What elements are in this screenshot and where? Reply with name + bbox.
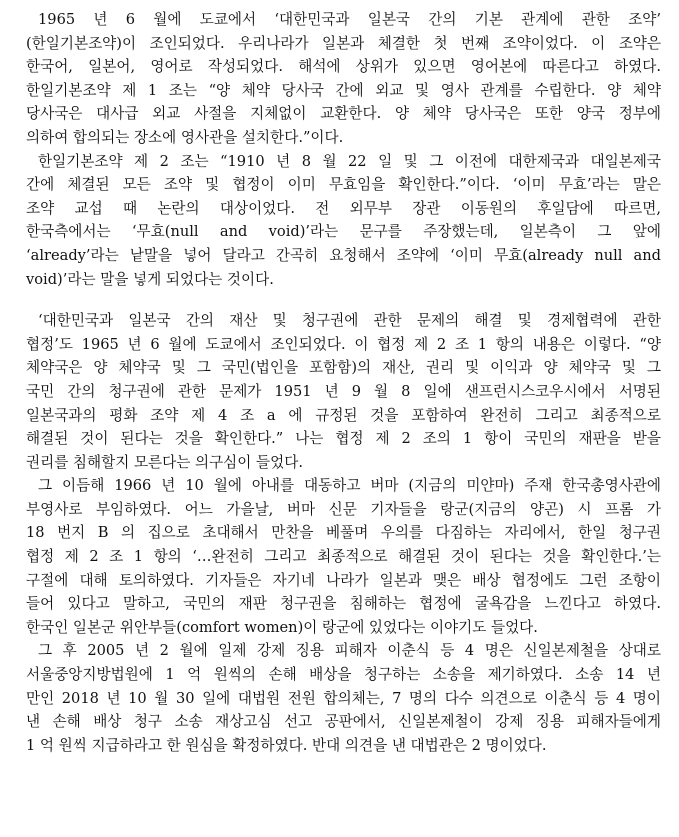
text-line: (한일기본조약)이 조인되었다. 우리나라가 일본과 체결한 첫 번째 조약이었다. 이 조약은 [26,34,661,52]
text-line: 한일기본조약 제 2 조는 “1910 년 8 월 22 일 및 그 이전에 대한제국과 대일본제국 [38,152,661,170]
text-line: ‘already’라는 낱말을 넣어 달라고 간곡히 요청해서 조약에 ‘이미 무효(already null and [26,246,661,264]
text-line: 일본국과의 평화 조약 제 4 조 a 에 규정된 것을 포함하여 완전히 그리고 최종적으로 [26,406,661,424]
text-line: 조약 교섭 때 논란의 대상이었다. 전 외무부 장관 이동원의 후일담에 따르면, [26,199,661,217]
text-line: 만인 2018 년 10 월 30 일에 대법원 전원 합의체는, 7 명의 다수 의견으로 이춘식 등 4 명이 [26,689,661,707]
text-line: 국민 간의 청구권에 관한 문제가 1951 년 9 월 8 일에 샌프런시스코우시에서 서명된 [26,382,661,400]
text-line: 서울중앙지방법원에 1 억 원씩의 손해 배상을 청구하는 소송을 제기하였다. 소송 14 년 [26,666,661,684]
text-line: ‘대한민국과 일본국 간의 재산 및 청구권에 관한 문제의 해결 및 경제협력에 관한 [38,312,661,330]
text-line: 해결된 것이 된다는 것을 확인한다.” 나는 협정 제 2 조의 1 항이 국민의 재판을 받을 [26,430,661,448]
text-line: 한국어, 일본어, 영어로 작성되었다. 해석에 상위가 있으면 영어본에 따른다고 하였다. [26,58,661,76]
text-line: 그 이듬해 1966 년 10 월에 아내를 대동하고 버마 (지금의 미얀마) 주재 한국총영사관에 [38,477,661,495]
paragraph [26,8,661,150]
text-line: 부영사로 부임하였다. 어느 가을날, 버마 신문 기자들을 랑군(지금의 양곤) 시 프롬 가 [26,500,661,518]
text-line: 간에 체결된 모든 조약 및 협정이 이미 무효임을 확인한다.”이다. ‘이미 무효’라는 말은 [26,176,661,194]
paragraph [26,150,661,292]
text-line: 권리를 침해할지 모른다는 의구심이 들었다. [26,453,303,471]
text-line: 당사국은 대사급 외교 사절을 지체없이 교환한다. 양 체약 당사국은 또한 양국 정부에 [26,105,661,123]
text-line: 의하여 합의되는 장소에 영사관을 설치한다.”이다. [26,128,344,146]
text-line: void)’라는 말을 넣게 되었다는 것이다. [26,270,274,288]
text-line: 협정 제 2 조 1 항의 ‘…완전히 그리고 최종적으로 해결된 것이 된다는 것을 확인한다.’는 [26,548,661,566]
text-line: 한국인 일본군 위안부들(comfort women)이 랑군에 있었다는 이야기도 들었다. [26,618,538,636]
text-line: 협정’도 1965 년 6 월에 도쿄에서 조인되었다. 이 협정 제 2 조 1 항의 내용은 이렇다. “양 [26,335,661,353]
text-line: 들어 있다고 말하고, 국민의 재판 청구권을 침해하는 협정에 굴욕감을 느낀다고 하였다. [26,595,661,613]
paragraph [26,309,661,474]
paragraph [26,639,661,757]
paragraph [26,474,661,639]
text-line: 한일기본조약 제 1 조는 “양 체약 당사국 간에 외교 및 영사 관계를 수립한다. 양 체약 [26,81,661,99]
text-line: 18 번지 B 의 집으로 초대해서 만찬을 베풀며 우의를 다짐하는 자리에서, 한일 청구권 [26,524,661,542]
text-line: 그 후 2005 년 2 월에 일제 강제 징용 피해자 이춘식 등 4 명은 신일본제철을 상대로 [38,642,661,660]
text-line: 1965 년 6 월에 도쿄에서 ‘대한민국과 일본국 간의 기본 관계에 관한 조약’ [38,11,661,28]
text-line: 1 억 원씩 지급하라고 한 원심을 확정하였다. 반대 의견을 낸 대법관은 2 명이었다. [26,736,547,754]
text-line: 한국측에서는 ‘무효(null and void)’라는 문구를 주장했는데, 일본측이 그 앞에 [26,223,661,241]
text-line: 체약국은 양 체약국 및 그 국민(법인을 포함함)의 재산, 권리 및 이익과 양 체약국 및 그 [26,359,661,377]
paragraph-gap [26,291,661,309]
text-line: 구절에 대해 토의하였다. 기자들은 자기네 나라가 일본과 맺은 배상 협정에도 그런 조항이 [26,571,661,589]
text-line: 낸 손해 배상 청구 소송 재상고심 선고 공판에서, 신일본제철이 강제 징용 피해자들에게 [26,713,661,731]
